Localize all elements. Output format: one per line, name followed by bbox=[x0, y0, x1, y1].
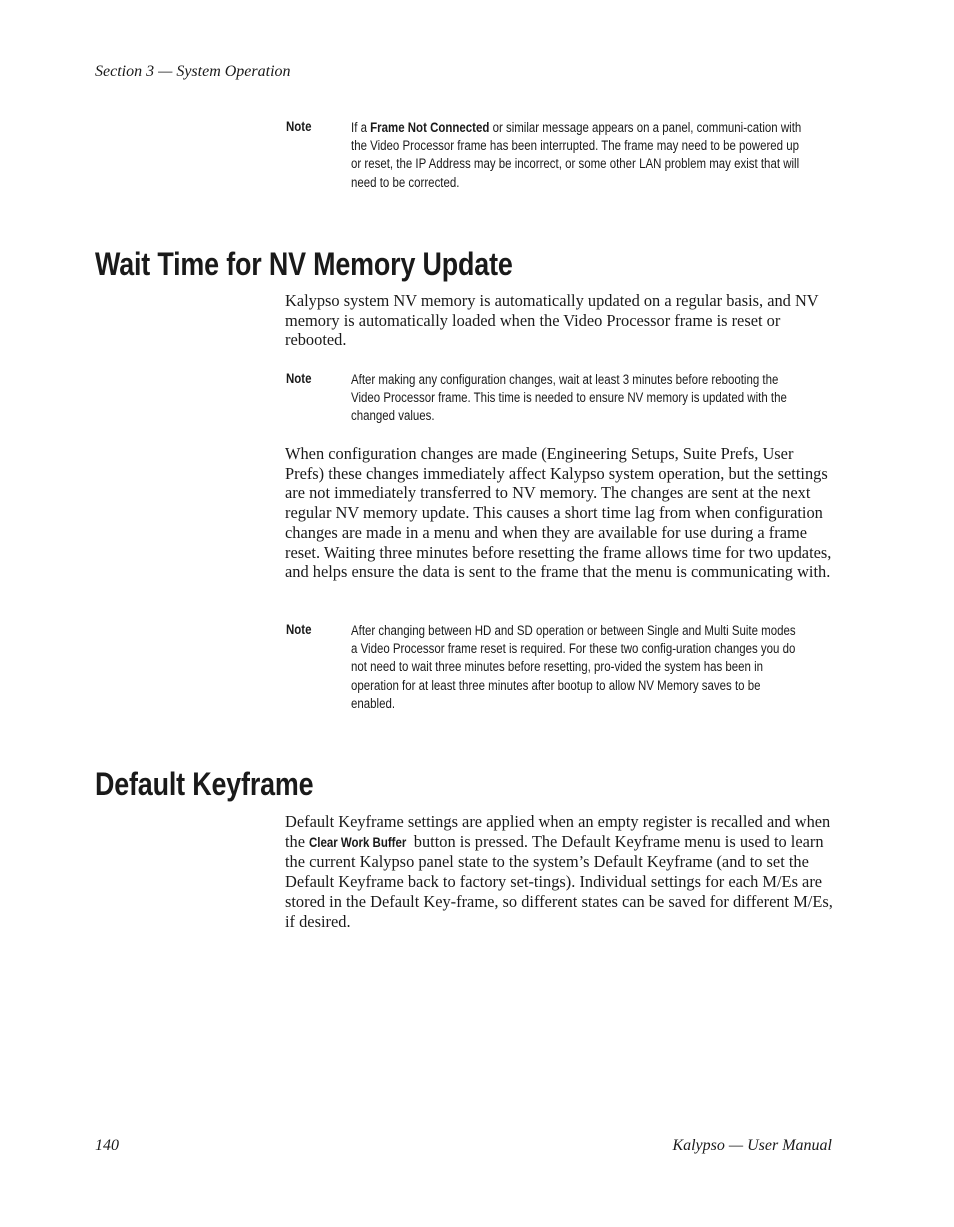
section-heading: Default Keyframe bbox=[95, 766, 314, 802]
note-label: Note bbox=[286, 119, 312, 134]
note-label: Note bbox=[286, 622, 312, 637]
running-footer: Kalypso — User Manual bbox=[672, 1137, 832, 1154]
note-text bbox=[351, 119, 802, 192]
page-number: 140 bbox=[95, 1137, 119, 1154]
note-text: After making any configuration changes, wait at least 3 minutes before rebooting the Video Processor frame. This time is needed to ensure NV memory is updated with the changed values. bbox=[351, 372, 787, 424]
paragraph-text-end: button is pressed. The Default Keyframe menu is used to learn the current Kalypso panel state to the system’s Default Keyframe (and to set the Default Keyframe back to factory set-tings). Individual settings for each M/Es are stored in the Default Key-frame, so different states can be saved for different M/Es, if desired. bbox=[285, 831, 833, 931]
note-text-start: If a bbox=[351, 120, 371, 135]
note-text: After changing between HD and SD operation or between Single and Multi Suite modes a Video Processor frame reset is required. For these two config-uration changes you do not need to wait three minutes before resetting, pro-vided the system has been in operation for at least three minutes after bootup to allow NV Memory saves to be enabled. bbox=[351, 623, 796, 711]
ui-term-clear-work-buffer: Clear Work Buffer bbox=[309, 834, 407, 850]
note-text-end: or similar message appears on a panel, communi-cation with the Video Processor frame has been interrupted. The frame may need to be powered up or reset, the IP Address may be incorrect, or some other LAN problem may exist that will need to be corrected. bbox=[351, 120, 802, 190]
body-paragraph: When configuration changes are made (Engineering Setups, Suite Prefs, User Prefs) these changes immediately affect Kalypso system operation, but the settings are not immediately transferred to NV memory. The changes are sent at the next regular NV memory update. This causes a short time lag from when configuration changes are made in a menu and when they are available for use during a frame reset. Waiting three minutes before resetting the frame allows time for two updates, and helps ensure the data is sent to the frame that the menu is communicating with. bbox=[285, 444, 832, 582]
section-heading: Wait Time for NV Memory Update bbox=[95, 246, 513, 282]
note-label: Note bbox=[286, 371, 312, 386]
ui-term-frame-not-connected: Frame Not Connected bbox=[370, 120, 490, 135]
running-header: Section 3 — System Operation bbox=[95, 63, 291, 80]
paragraph-text-start: Default Keyframe settings are applied when an empty register is recalled and when the bbox=[285, 812, 831, 851]
body-paragraph: Kalypso system NV memory is automatically updated on a regular basis, and NV memory is automatically loaded when the Video Processor frame is reset or rebooted. bbox=[285, 291, 819, 350]
body-paragraph bbox=[285, 812, 833, 931]
